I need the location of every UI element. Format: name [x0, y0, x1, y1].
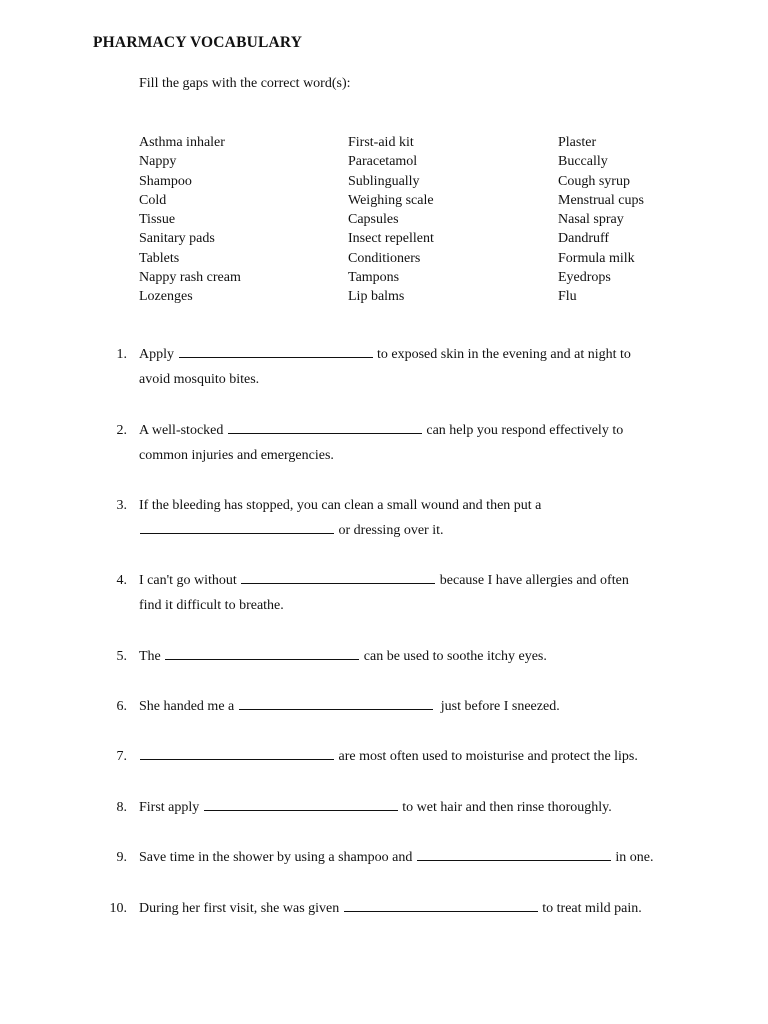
question-text-after: in one.: [611, 850, 654, 865]
word-bank-column: [348, 133, 548, 306]
word-bank-item: Tissue: [139, 212, 176, 227]
word-bank-item: Lip balms: [348, 289, 405, 304]
question-text-after: because I have allergies and often: [436, 573, 629, 588]
question-text-before: The: [139, 649, 165, 664]
question-text-after: to exposed skin in the evening and at night to: [373, 347, 631, 362]
question-text-before: First apply: [139, 800, 203, 815]
word-bank-item: First-aid kit: [348, 135, 414, 150]
question-line-text: If the bleeding has stopped, you can clean a small wound and then put a: [139, 498, 542, 513]
word-bank-item: Tampons: [348, 269, 400, 285]
question-text: [139, 896, 699, 921]
answer-blank[interactable]: [140, 745, 334, 760]
question-text-before: Apply: [139, 347, 178, 362]
answer-blank[interactable]: [179, 343, 373, 358]
question-text: [139, 568, 699, 618]
question-text-before: During her first visit, she was given: [139, 901, 343, 916]
question-line-text: avoid mosquito bites.: [139, 372, 260, 387]
question-text: [139, 418, 699, 468]
word-bank-item: Insect repellent: [348, 231, 434, 247]
answer-blank[interactable]: [165, 645, 359, 660]
word-bank-item: Sublingually: [348, 173, 420, 189]
word-bank-item: Sanitary pads: [139, 231, 215, 247]
word-bank-item: Capsules: [348, 212, 399, 227]
word-bank-item: Menstrual cups: [558, 192, 644, 208]
word-bank-item: Nappy rash cream: [139, 269, 241, 285]
answer-blank[interactable]: [140, 519, 334, 534]
answer-blank[interactable]: [204, 796, 398, 811]
question-text-after: to treat mild pain.: [538, 901, 642, 916]
question-line: [139, 795, 699, 820]
question-text-after: can help you respond effectively to: [422, 423, 624, 438]
question-text: [139, 795, 699, 820]
word-bank-item: Dandruff: [558, 231, 610, 247]
answer-blank[interactable]: [344, 897, 538, 912]
question-line: [139, 593, 699, 618]
question-number: 6.: [116, 699, 127, 714]
word-bank-item: Flu: [558, 289, 577, 304]
word-bank-item: Nasal spray: [558, 212, 624, 227]
question-text-after: just before I sneezed.: [433, 699, 560, 714]
question-number: 7.: [116, 749, 127, 764]
word-bank-item: Nappy: [139, 154, 177, 170]
answer-blank[interactable]: [241, 569, 435, 584]
question-number: 9.: [116, 850, 127, 865]
question-line: [139, 568, 699, 593]
question-line: [139, 518, 699, 543]
question-line-text: find it difficult to breathe.: [139, 598, 284, 613]
question-text-after: to wet hair and then rinse thoroughly.: [398, 800, 612, 815]
question-text: [139, 744, 699, 769]
question-line-text: common injuries and emergencies.: [139, 448, 334, 463]
word-bank-item: Conditioners: [348, 250, 421, 266]
answer-blank[interactable]: [239, 695, 433, 710]
question-number: 3.: [116, 498, 127, 513]
question-text-before: Save time in the shower by using a shampoo and: [139, 850, 416, 865]
question-number: 5.: [116, 649, 127, 664]
word-bank-item: Cold: [139, 192, 167, 208]
question-line: [139, 418, 699, 443]
word-bank-item: Formula milk: [558, 250, 635, 266]
question-text-after: can be used to soothe itchy eyes.: [360, 649, 547, 664]
question-text-after: or dressing over it.: [335, 523, 444, 538]
word-bank-item: Cough syrup: [558, 173, 630, 189]
word-bank-item: Paracetamol: [348, 154, 418, 170]
word-bank-item: Eyedrops: [558, 269, 611, 285]
word-bank-item: Shampoo: [139, 173, 192, 189]
word-bank-item: Buccally: [558, 154, 608, 170]
question-text-before: A well-stocked: [139, 423, 227, 438]
question-text: [139, 845, 699, 870]
word-bank-item: Lozenges: [139, 289, 193, 304]
question-line: [139, 493, 699, 518]
question-text-after: are most often used to moisturise and protect the lips.: [335, 749, 638, 764]
question-line: [139, 744, 699, 769]
question-text: [139, 644, 699, 669]
question-line: [139, 443, 699, 468]
question-number: 8.: [116, 800, 127, 815]
question-number: 1.: [116, 347, 127, 362]
question-line: [139, 694, 699, 719]
instruction-text: Fill the gaps with the correct word(s):: [139, 76, 351, 91]
question-line: [139, 342, 699, 367]
page-title: PHARMACY VOCABULARY: [93, 34, 303, 51]
word-bank-item: Weighing scale: [348, 192, 434, 208]
word-bank-column: [558, 133, 758, 306]
question-text: [139, 342, 699, 392]
word-bank-item: Plaster: [558, 135, 597, 150]
word-bank-item: Asthma inhaler: [139, 135, 225, 150]
answer-blank[interactable]: [417, 846, 611, 861]
word-bank-item: Tablets: [139, 250, 180, 266]
question-line: [139, 644, 699, 669]
question-number: 4.: [116, 573, 127, 588]
question-line: [139, 367, 699, 392]
question-text: [139, 493, 699, 543]
question-line: [139, 845, 699, 870]
answer-blank[interactable]: [228, 419, 422, 434]
word-bank-column: [139, 133, 339, 306]
question-text-before: She handed me a: [139, 699, 238, 714]
question-number: 10.: [109, 901, 127, 916]
word-bank: [139, 133, 699, 313]
question-line: [139, 896, 699, 921]
question-number: 2.: [116, 423, 127, 438]
question-text-before: I can't go without: [139, 573, 241, 588]
question-text: [139, 694, 699, 719]
